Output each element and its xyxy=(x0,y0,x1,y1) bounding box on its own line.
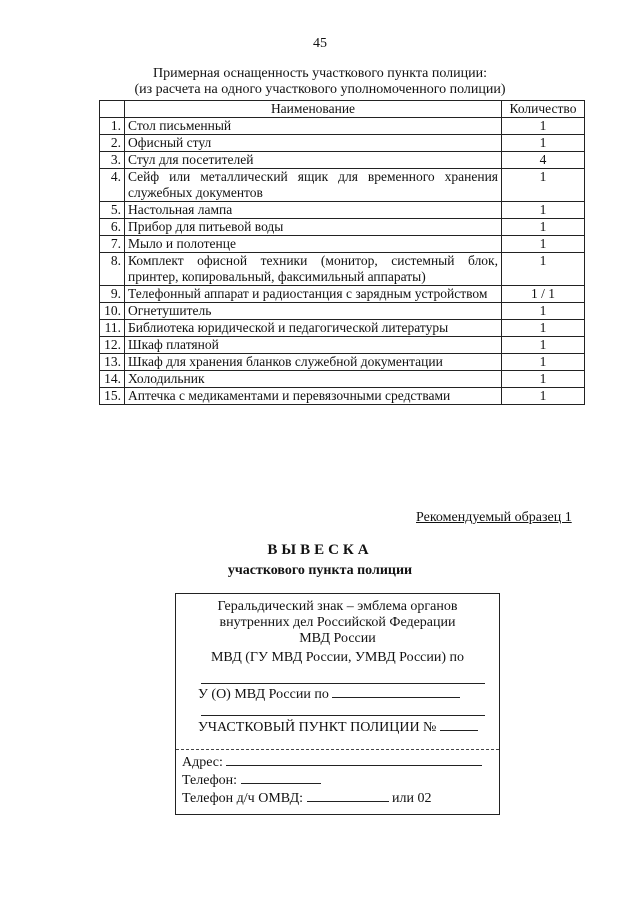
row-quantity: 1 / 1 xyxy=(502,286,585,303)
row-number: 4. xyxy=(100,169,125,202)
row-number: 2. xyxy=(100,135,125,152)
duty-phone-suffix: или 02 xyxy=(392,791,432,806)
row-number: 15. xyxy=(100,388,125,405)
address-label: Адрес: xyxy=(182,755,223,770)
sign-title: ВЫВЕСКА xyxy=(267,542,373,558)
row-item-name: Телефонный аппарат и радиостанция с зарядным устройством xyxy=(125,286,502,303)
row-number: 9. xyxy=(100,286,125,303)
row-item-name: Комплект офисной техники (монитор, системный блок, принтер, копировальный, факсимильный аппараты) xyxy=(125,253,502,286)
sign-header-section xyxy=(176,594,499,747)
table-row xyxy=(100,236,585,253)
equipment-table-body xyxy=(100,118,585,405)
table-row xyxy=(100,202,585,219)
row-quantity: 1 xyxy=(502,354,585,371)
row-number: 3. xyxy=(100,152,125,169)
row-quantity: 1 xyxy=(502,219,585,236)
duty-phone-label: Телефон д/ч ОМВД: xyxy=(182,791,304,806)
table-row xyxy=(100,135,585,152)
row-item-name: Шкаф для хранения бланков служебной документации xyxy=(125,354,502,371)
department-prefix: У (О) МВД России по xyxy=(198,687,329,702)
emblem-line-1: Геральдический знак – эмблема органов xyxy=(217,599,458,614)
row-number: 10. xyxy=(100,303,125,320)
row-item-name: Настольная лампа xyxy=(125,202,502,219)
row-item-name: Офисный стул xyxy=(125,135,502,152)
address-line xyxy=(182,753,482,771)
row-quantity: 1 xyxy=(502,169,585,202)
duty-phone-line xyxy=(182,789,432,807)
row-quantity: 4 xyxy=(502,152,585,169)
row-number: 14. xyxy=(100,371,125,388)
row-quantity: 1 xyxy=(502,253,585,286)
sign-section-divider xyxy=(176,749,499,750)
phone-blank xyxy=(241,771,321,784)
emblem-line-2: внутренних дел Российской Федерации xyxy=(219,615,456,630)
table-row xyxy=(100,152,585,169)
row-number: 5. xyxy=(100,202,125,219)
row-item-name: Библиотека юридической и педагогической литературы xyxy=(125,320,502,337)
row-quantity: 1 xyxy=(502,388,585,405)
row-item-name: Мыло и полотенце xyxy=(125,236,502,253)
sign-template-box xyxy=(175,593,500,815)
ministry-blank-line xyxy=(201,683,485,684)
row-item-name: Холодильник xyxy=(125,371,502,388)
row-quantity: 1 xyxy=(502,320,585,337)
emblem-line-3: МВД России xyxy=(299,631,376,646)
duty-phone-blank xyxy=(307,789,389,802)
table-heading-line1: Примерная оснащенность участкового пункта полиции: xyxy=(153,66,487,81)
ministry-line: МВД (ГУ МВД России, УМВД России) по xyxy=(210,650,465,665)
row-quantity: 1 xyxy=(502,303,585,320)
row-item-name: Сейф или металлический ящик для временного хранения служебных документов xyxy=(125,169,502,202)
table-row xyxy=(100,388,585,405)
address-blank xyxy=(226,753,482,766)
table-row xyxy=(100,286,585,303)
post-number-blank xyxy=(440,718,478,731)
table-row xyxy=(100,371,585,388)
header-name: Наименование xyxy=(125,101,502,118)
department-blank xyxy=(332,685,460,698)
row-quantity: 1 xyxy=(502,371,585,388)
row-quantity: 1 xyxy=(502,337,585,354)
table-row xyxy=(100,118,585,135)
table-heading-line2: (из расчета на одного участкового уполномоченного полиции) xyxy=(134,82,506,97)
department-line xyxy=(198,685,460,703)
recommended-sample-label: Рекомендуемый образец 1 xyxy=(416,510,572,525)
table-row xyxy=(100,169,585,202)
row-item-name: Огнетушитель xyxy=(125,303,502,320)
department-extra-line xyxy=(201,715,485,716)
table-row xyxy=(100,253,585,286)
row-number: 11. xyxy=(100,320,125,337)
phone-line xyxy=(182,771,321,789)
header-number xyxy=(100,101,125,118)
row-number: 7. xyxy=(100,236,125,253)
table-row xyxy=(100,320,585,337)
table-row xyxy=(100,303,585,320)
row-item-name: Шкаф платяной xyxy=(125,337,502,354)
sign-subtitle: участкового пункта полиции xyxy=(227,563,413,578)
table-header-row xyxy=(100,101,585,118)
table-row xyxy=(100,219,585,236)
equipment-table xyxy=(99,100,585,405)
row-number: 6. xyxy=(100,219,125,236)
post-line xyxy=(198,718,478,736)
row-quantity: 1 xyxy=(502,118,585,135)
row-number: 12. xyxy=(100,337,125,354)
row-number: 13. xyxy=(100,354,125,371)
phone-label: Телефон: xyxy=(182,773,238,788)
row-item-name: Стул для посетителей xyxy=(125,152,502,169)
row-item-name: Аптечка с медикаментами и перевязочными средствами xyxy=(125,388,502,405)
row-quantity: 1 xyxy=(502,202,585,219)
row-item-name: Прибор для питьевой воды xyxy=(125,219,502,236)
header-quantity: Количество xyxy=(502,101,585,118)
row-quantity: 1 xyxy=(502,236,585,253)
row-number: 8. xyxy=(100,253,125,286)
post-label: УЧАСТКОВЫЙ ПУНКТ ПОЛИЦИИ № xyxy=(198,720,437,735)
table-row xyxy=(100,337,585,354)
table-row xyxy=(100,354,585,371)
row-quantity: 1 xyxy=(502,135,585,152)
row-number: 1. xyxy=(100,118,125,135)
page-number: 45 xyxy=(313,36,327,51)
row-item-name: Стол письменный xyxy=(125,118,502,135)
